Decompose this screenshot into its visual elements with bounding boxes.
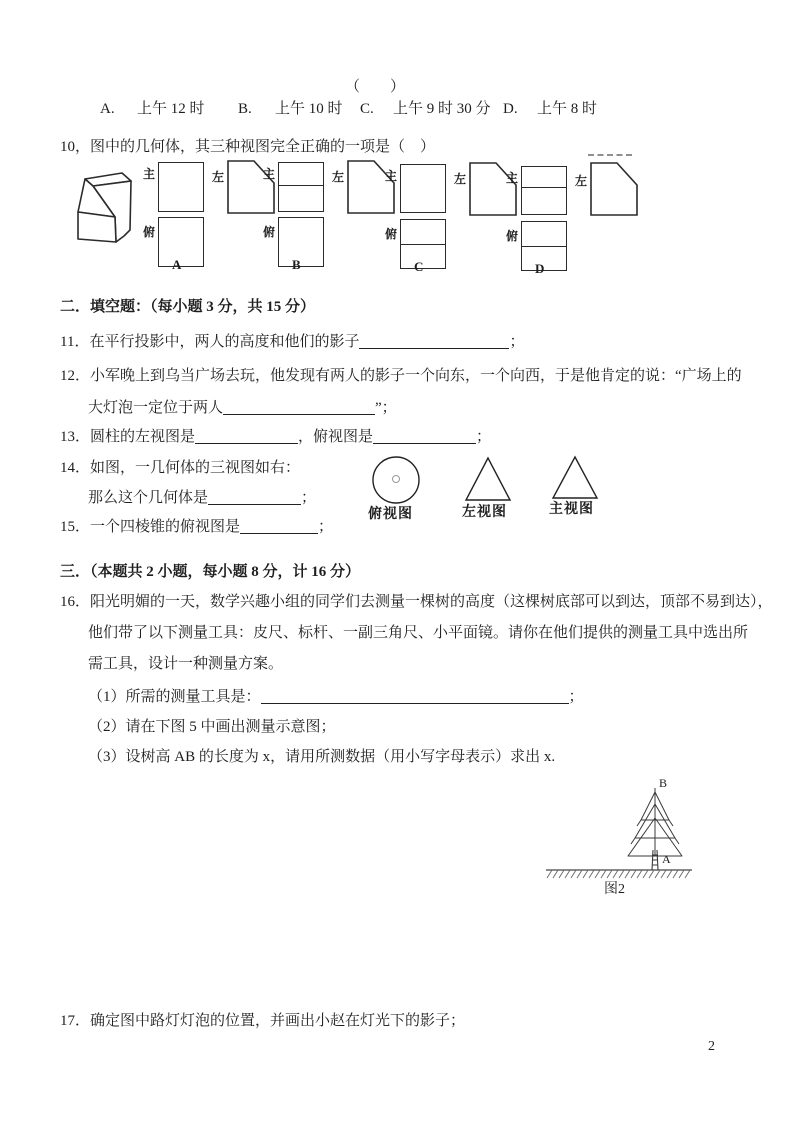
left-view-label: 左 — [454, 172, 467, 186]
left-view-label: 左 — [212, 170, 225, 184]
q10-views-option-c — [385, 157, 503, 279]
question-12-line1: 12．小军晚上到乌当广场去玩，他发现有两人的影子一个向东，一个向西，于是他肯定的说：“广场上的 — [60, 368, 742, 384]
top-view-label: 俯 — [506, 229, 519, 243]
q9-option-b-label: 上午 10 时 — [275, 101, 343, 117]
main-view-square — [521, 166, 567, 215]
figure-caption: 图2 — [604, 882, 625, 897]
left-view-label: 左 — [332, 170, 345, 184]
tree-top-point-label: B — [659, 776, 668, 790]
question-11-line — [60, 333, 524, 352]
question-14-line1: 14．如图，一几何体的三视图如右： — [60, 460, 301, 476]
q9-option-d — [503, 100, 597, 119]
question-16-line2: 他们带了以下测量工具：皮尺、标杆、一副三角尺、小平面镜。请你在他们提供的测量工具中选出所 — [88, 625, 749, 641]
scan-artifact-dashes — [588, 154, 632, 156]
question-16-sub2: （2）请在下图 5 中画出测量示意图； — [88, 719, 336, 735]
top-view-caption: 俯视图 — [368, 507, 413, 522]
main-view-caption: 主视图 — [549, 502, 594, 517]
main-view-triangle-figure — [551, 455, 599, 500]
left-view-caption: 左视图 — [462, 505, 507, 520]
top-view-label: 俯 — [263, 225, 276, 239]
circle-center-mark — [393, 476, 400, 483]
q9-option-a-letter: A. — [100, 101, 115, 117]
question-14-line2 — [88, 489, 316, 508]
q13-text1: 13．圆柱的左视图是 — [60, 429, 196, 445]
q10-views-option-a — [143, 155, 261, 277]
main-view-label: 主 — [506, 171, 519, 185]
q9-option-b-letter: B. — [238, 101, 252, 117]
tree-measurement-figure — [540, 778, 740, 903]
q10-views-option-d — [506, 159, 624, 281]
q10-figure — [60, 155, 730, 277]
question-12-line2 — [88, 399, 397, 418]
option-letter: A — [172, 257, 182, 272]
q9-option-c — [360, 100, 491, 119]
tree-sketch — [540, 778, 740, 903]
question-16-line1: 16．阳光明媚的一天，数学兴趣小组的同学们去测量一棵树的高度（这棵树底部可以到达，顶部不易到达）， — [60, 594, 773, 610]
section2-title: 二．填空题：（每小题 3 分，共 15 分） — [60, 299, 316, 315]
option-letter: B — [292, 257, 301, 272]
option-letter: C — [414, 259, 424, 274]
q11-answer-blank — [359, 333, 509, 349]
q15-punct: ； — [318, 519, 334, 535]
left-view-triangle-figure — [464, 456, 512, 502]
divider-line — [522, 187, 566, 188]
divider-line — [401, 244, 445, 245]
q15-answer-blank — [240, 518, 318, 534]
q16-sub1-punct: ； — [568, 689, 584, 705]
chamfered-box-solid-figure — [65, 160, 135, 248]
q9-option-d-letter: D. — [503, 101, 518, 117]
question-17-line: 17．确定图中路灯灯泡的位置，并画出小赵在灯光下的影子； — [60, 1013, 466, 1029]
question-16-line3: 需工具，设计一种测量方案。 — [88, 656, 284, 672]
q13-answer-blank-2 — [373, 428, 476, 444]
main-view-label: 主 — [263, 167, 276, 181]
q11-text: 11．在平行投影中，两人的高度和他们的影子 — [60, 334, 360, 350]
q9-option-a — [100, 100, 205, 119]
q9-option-d-label: 上午 8 时 — [537, 101, 598, 117]
q16-sub1-text: （1）所需的测量工具是： — [88, 689, 261, 705]
option-letter: D — [535, 261, 545, 276]
divider-line — [279, 185, 323, 186]
q12-answer-blank — [223, 399, 375, 415]
q10-stem: 10，图中的几何体，其三种视图完全正确的一项是（ ） — [60, 139, 436, 155]
q10-views-option-b — [263, 155, 381, 277]
top-view-label: 俯 — [385, 227, 398, 241]
q16-sub1-answer-blank — [261, 688, 569, 704]
q9-option-c-letter: C. — [360, 101, 374, 117]
q9-option-c-label: 上午 9 时 30 分 — [393, 101, 491, 117]
left-view-label: 左 — [575, 174, 588, 188]
q9-option-b — [238, 100, 343, 119]
question-16-sub1 — [88, 688, 584, 707]
section3-title: 三．（本题共 2 小题，每小题 8 分，计 16 分） — [60, 564, 361, 580]
question-15-line — [60, 518, 333, 537]
q12-text: 大灯泡一定位于两人 — [88, 400, 224, 416]
q14-text: 那么这个几何体是 — [88, 490, 209, 506]
main-view-label: 主 — [385, 169, 398, 183]
left-view-pentagon — [590, 162, 638, 216]
main-view-square — [278, 162, 324, 212]
top-view-label: 俯 — [143, 225, 156, 239]
main-view-label: 主 — [143, 167, 156, 181]
q13-punct: ； — [476, 429, 492, 445]
q11-punct: ； — [509, 334, 525, 350]
question-13-line — [60, 428, 491, 447]
q9-answer-bracket: （ ） — [345, 79, 406, 95]
main-view-square — [400, 164, 446, 213]
q15-text: 15．一个四棱锥的俯视图是 — [60, 519, 241, 535]
page-number: 2 — [708, 1039, 715, 1054]
q12-punct: ”； — [375, 400, 397, 416]
divider-line — [522, 246, 566, 247]
question-16-sub3: （3）设树高 AB 的长度为 x，请用所测数据（用小写字母表示）求出 x. — [88, 749, 556, 765]
top-view-square — [278, 217, 324, 267]
q14-answer-blank — [208, 489, 301, 505]
tree-base-point-label: A — [662, 852, 671, 866]
main-view-square — [158, 162, 204, 212]
q14-punct: ； — [301, 490, 317, 506]
q13-answer-blank-1 — [195, 428, 298, 444]
top-view-circle-figure — [371, 455, 421, 505]
q13-text2: ，俯视图是 — [298, 429, 374, 445]
q9-option-a-label: 上午 12 时 — [137, 101, 205, 117]
